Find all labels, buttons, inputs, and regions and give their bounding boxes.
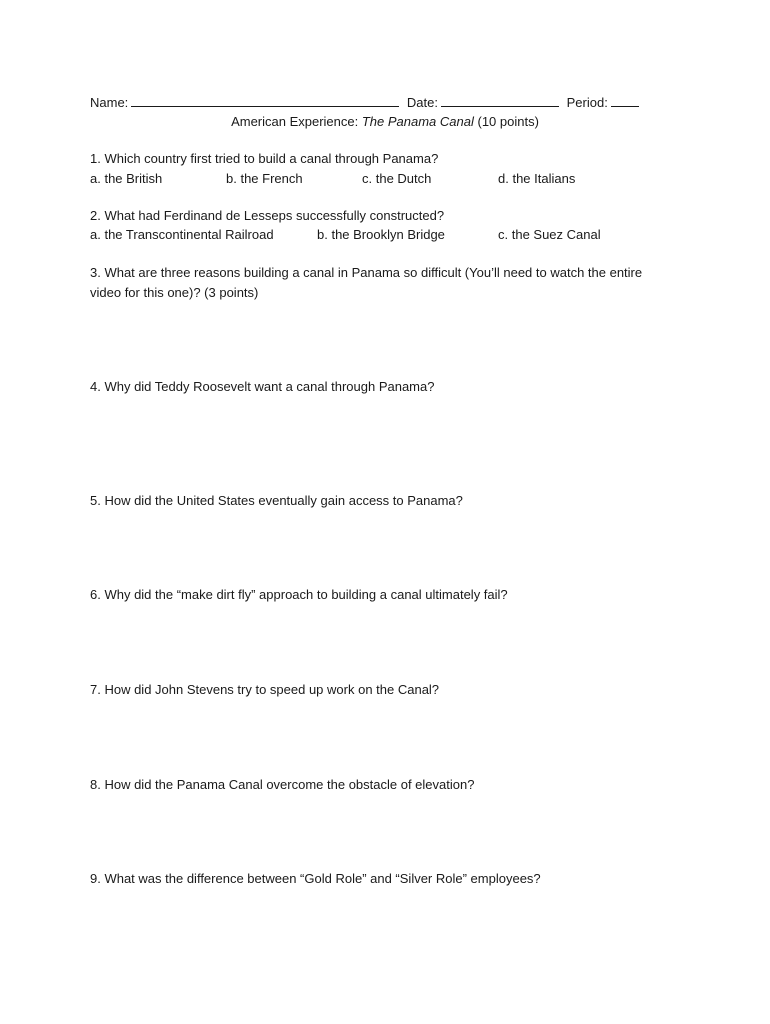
worksheet-title — [0, 113, 770, 131]
q1-option-d[interactable]: d. the Italians — [498, 171, 576, 186]
question-2-options — [90, 226, 650, 244]
question-8: 8. How did the Panama Canal overcome the obstacle of elevation? — [90, 777, 475, 792]
name-blank[interactable] — [131, 93, 399, 107]
question-2: 2. What had Ferdinand de Lesseps successfully constructed? — [90, 208, 445, 223]
title-suffix: (10 points) — [477, 114, 539, 129]
q1-option-c[interactable]: c. the Dutch — [362, 171, 432, 186]
question-5: 5. How did the United States eventually gain access to Panama? — [90, 493, 463, 508]
q2-option-b[interactable]: b. the Brooklyn Bridge — [317, 227, 445, 242]
q1-option-a[interactable]: a. the British — [90, 171, 163, 186]
question-9: 9. What was the difference between “Gold Role” and “Silver Role” employees? — [90, 871, 541, 886]
question-1: 1. Which country first tried to build a canal through Panama? — [90, 151, 439, 166]
question-3: 3. What are three reasons building a canal in Panama so difficult (You’ll need to watch the entire video for this one)? (3 points) — [90, 265, 643, 300]
q2-option-c[interactable]: c. the Suez Canal — [498, 227, 601, 242]
question-4: 4. Why did Teddy Roosevelt want a canal through Panama? — [90, 379, 435, 394]
date-label: Date: — [406, 95, 438, 110]
date-blank[interactable] — [441, 93, 559, 107]
name-label: Name: — [90, 95, 129, 110]
title-prefix: American Experience: — [231, 114, 359, 129]
question-7: 7. How did John Stevens try to speed up work on the Canal? — [90, 682, 440, 697]
period-label: Period: — [566, 95, 608, 110]
q1-option-b[interactable]: b. the French — [226, 171, 303, 186]
period-blank[interactable] — [611, 93, 639, 107]
title-italic: The Panama Canal — [361, 114, 474, 129]
header-fields — [90, 93, 643, 112]
question-1-options — [90, 170, 650, 188]
q2-option-a[interactable]: a. the Transcontinental Railroad — [90, 227, 274, 242]
question-6: 6. Why did the “make dirt fly” approach to building a canal ultimately fail? — [90, 587, 508, 602]
